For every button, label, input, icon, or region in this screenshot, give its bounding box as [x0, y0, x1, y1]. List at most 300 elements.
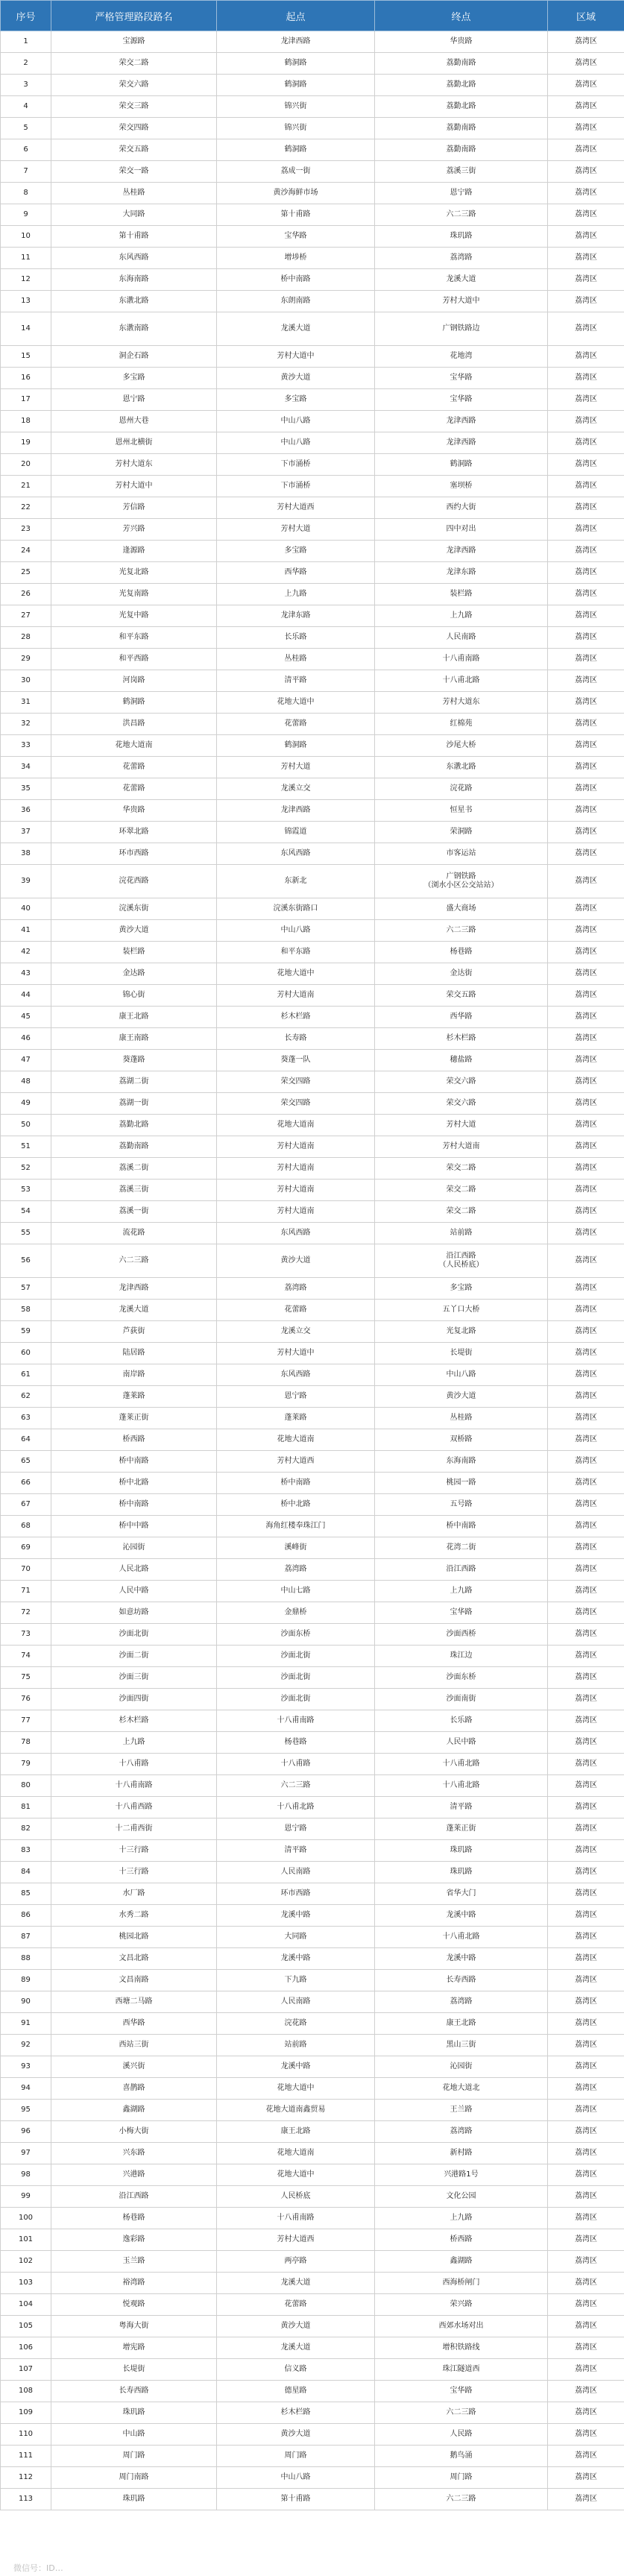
cell-area: 荔湾区: [548, 800, 624, 822]
cell-seq: 53: [1, 1180, 51, 1201]
cell-road: 荣交二路: [51, 53, 217, 75]
cell-road: 康王北路: [51, 1007, 217, 1028]
table-row: [1, 1244, 624, 1278]
table-row: [1, 1905, 624, 1927]
cell-start: 东新北: [217, 865, 375, 898]
cell-seq: 9: [1, 204, 51, 226]
cell-road: 荣交一路: [51, 161, 217, 183]
cell-start: 黄沙海鲜市场: [217, 183, 375, 204]
cell-end: 桥中南路: [375, 1516, 548, 1537]
cell-area: 荔湾区: [548, 1494, 624, 1516]
cell-road: 如意坊路: [51, 1602, 217, 1624]
table-row: [1, 183, 624, 204]
cell-road: 鑫湖路: [51, 2100, 217, 2121]
cell-seq: 42: [1, 942, 51, 963]
cell-area: 荔湾区: [548, 1646, 624, 1667]
header-end: 终点: [375, 1, 548, 31]
cell-start: 六二三路: [217, 1775, 375, 1797]
cell-start: 十八甫南路: [217, 1710, 375, 1732]
table-row: [1, 312, 624, 346]
cell-road: 十八甫南路: [51, 1775, 217, 1797]
table-row: [1, 269, 624, 291]
cell-end: 荣交二路: [375, 1180, 548, 1201]
cell-area: 荔湾区: [548, 226, 624, 248]
cell-seq: 95: [1, 2100, 51, 2121]
cell-seq: 105: [1, 2316, 51, 2337]
table-row: [1, 843, 624, 865]
cell-start: 花地大道南: [217, 2143, 375, 2164]
table-row: [1, 31, 624, 53]
table-row: [1, 2489, 624, 2510]
cell-road: 龙溪大道: [51, 1300, 217, 1321]
cell-seq: 98: [1, 2164, 51, 2186]
cell-area: 荔湾区: [548, 865, 624, 898]
cell-start: 荔湾路: [217, 1278, 375, 1300]
cell-road: 溪兴街: [51, 2056, 217, 2078]
cell-seq: 20: [1, 454, 51, 476]
cell-start: 龙津东路: [217, 605, 375, 627]
cell-road: 沙面三街: [51, 1667, 217, 1689]
table-row: [1, 1948, 624, 1970]
cell-seq: 82: [1, 1818, 51, 1840]
cell-seq: 38: [1, 843, 51, 865]
cell-end: 塞坝桥: [375, 476, 548, 497]
cell-end: 五号路: [375, 1494, 548, 1516]
table-row: [1, 2381, 624, 2402]
cell-road: 洞企石路: [51, 346, 217, 368]
cell-start: 葵蓬一队: [217, 1050, 375, 1071]
cell-end: 兴港路1号: [375, 2164, 548, 2186]
cell-end: 十八甫北路: [375, 1927, 548, 1948]
table-row: [1, 75, 624, 96]
cell-start: 杉木栏路: [217, 1007, 375, 1028]
cell-area: 荔湾区: [548, 1667, 624, 1689]
cell-seq: 5: [1, 118, 51, 139]
cell-area: 荔湾区: [548, 1775, 624, 1797]
table-row: [1, 898, 624, 920]
cell-area: 荔湾区: [548, 75, 624, 96]
cell-end: 西约大街: [375, 497, 548, 519]
cell-seq: 74: [1, 1646, 51, 1667]
table-row: [1, 1050, 624, 1071]
cell-road: 桥中北路: [51, 1473, 217, 1494]
cell-road: 荣交六路: [51, 75, 217, 96]
table-row: [1, 139, 624, 161]
table-row: [1, 584, 624, 605]
cell-area: 荔湾区: [548, 942, 624, 963]
cell-start: 中山八路: [217, 411, 375, 432]
cell-seq: 1: [1, 31, 51, 53]
cell-start: 龙溪中路: [217, 1948, 375, 1970]
table-row: [1, 1408, 624, 1429]
table-row: [1, 1927, 624, 1948]
cell-seq: 61: [1, 1364, 51, 1386]
table-row: [1, 692, 624, 714]
cell-end: 上九路: [375, 605, 548, 627]
cell-road: 荣交五路: [51, 139, 217, 161]
cell-end: 上九路: [375, 1581, 548, 1602]
cell-seq: 72: [1, 1602, 51, 1624]
cell-road: 龙津西路: [51, 1278, 217, 1300]
cell-area: 荔湾区: [548, 139, 624, 161]
cell-end: 金达街: [375, 963, 548, 985]
cell-start: 浣溪东街路口: [217, 898, 375, 920]
table-row: [1, 1991, 624, 2013]
table-row: [1, 2013, 624, 2035]
cell-end: 华贵路: [375, 31, 548, 53]
cell-area: 荔湾区: [548, 1115, 624, 1136]
cell-start: 东朗南路: [217, 291, 375, 312]
table-row: [1, 96, 624, 118]
cell-end: 六二三路: [375, 920, 548, 942]
cell-seq: 45: [1, 1007, 51, 1028]
table-row: [1, 1624, 624, 1646]
header-road: 严格管理路段路名: [51, 1, 217, 31]
cell-area: 荔湾区: [548, 1516, 624, 1537]
cell-end: 清平路: [375, 1797, 548, 1818]
cell-road: 逢源路: [51, 541, 217, 562]
table-row: [1, 2143, 624, 2164]
cell-end: 盛大商场: [375, 898, 548, 920]
cell-end: 红棉苑: [375, 714, 548, 735]
cell-end: 东海南路: [375, 1451, 548, 1473]
cell-start: 花蕾路: [217, 2294, 375, 2316]
cell-end: 珠玑路: [375, 1840, 548, 1862]
cell-seq: 44: [1, 985, 51, 1007]
cell-start: 龙溪中路: [217, 2056, 375, 2078]
table-row: [1, 1300, 624, 1321]
table-row: [1, 605, 624, 627]
cell-seq: 79: [1, 1754, 51, 1775]
cell-start: 荣交四路: [217, 1093, 375, 1115]
cell-area: 荔湾区: [548, 963, 624, 985]
table-row: [1, 541, 624, 562]
cell-seq: 113: [1, 2489, 51, 2510]
cell-road: 恩宁路: [51, 389, 217, 411]
cell-area: 荔湾区: [548, 1364, 624, 1386]
cell-start: 龙溪立交: [217, 1321, 375, 1343]
cell-start: 芳村大道西: [217, 1451, 375, 1473]
cell-end: 黄沙大道: [375, 1386, 548, 1408]
table-row: [1, 1071, 624, 1093]
cell-start: 芳村大道南: [217, 1201, 375, 1223]
cell-road: 芳兴路: [51, 519, 217, 541]
table-row: [1, 1646, 624, 1667]
cell-end: 沁园街: [375, 2056, 548, 2078]
cell-seq: 91: [1, 2013, 51, 2035]
cell-road: 水秀二路: [51, 1905, 217, 1927]
cell-road: 荔溪一街: [51, 1201, 217, 1223]
cell-area: 荔湾区: [548, 1862, 624, 1883]
cell-road: 六二三路: [51, 1244, 217, 1278]
cell-start: 花地大道南鑫贸易: [217, 2100, 375, 2121]
table-row: [1, 1028, 624, 1050]
cell-area: 荔湾区: [548, 1581, 624, 1602]
cell-area: 荔湾区: [548, 2359, 624, 2381]
cell-road: 东漖北路: [51, 291, 217, 312]
table-row: [1, 1775, 624, 1797]
table-row: [1, 161, 624, 183]
cell-end: 六二三路: [375, 2489, 548, 2510]
table-row: [1, 2164, 624, 2186]
cell-end: 站前路: [375, 1223, 548, 1244]
cell-start: 金鼎桥: [217, 1602, 375, 1624]
cell-area: 荔湾区: [548, 204, 624, 226]
cell-seq: 68: [1, 1516, 51, 1537]
cell-road: 珠玑路: [51, 2489, 217, 2510]
cell-area: 荔湾区: [548, 2078, 624, 2100]
cell-start: 杉木栏路: [217, 2402, 375, 2424]
cell-end: 新村路: [375, 2143, 548, 2164]
cell-road: 鹤洞路: [51, 692, 217, 714]
cell-end: 宝华路: [375, 389, 548, 411]
cell-start: 大同路: [217, 1927, 375, 1948]
cell-seq: 65: [1, 1451, 51, 1473]
cell-end: 装栏路: [375, 584, 548, 605]
cell-road: 荔溪二街: [51, 1158, 217, 1180]
cell-road: 和平东路: [51, 627, 217, 649]
cell-road: 丛桂路: [51, 183, 217, 204]
cell-seq: 66: [1, 1473, 51, 1494]
cell-end: 恩宁路: [375, 183, 548, 204]
cell-seq: 80: [1, 1775, 51, 1797]
cell-seq: 16: [1, 368, 51, 389]
cell-road: 兴东路: [51, 2143, 217, 2164]
cell-end: 荔勤北路: [375, 96, 548, 118]
cell-end: 桥西路: [375, 2229, 548, 2251]
cell-start: 东风西路: [217, 1364, 375, 1386]
cell-start: 海角红楼奉珠江门: [217, 1516, 375, 1537]
cell-seq: 33: [1, 735, 51, 757]
cell-road: 荔湖一街: [51, 1093, 217, 1115]
cell-start: 花地大道中: [217, 692, 375, 714]
cell-end: 蓬莱正街: [375, 1818, 548, 1840]
cell-road: 东风西路: [51, 248, 217, 269]
cell-seq: 28: [1, 627, 51, 649]
cell-end: 杉木栏路: [375, 1028, 548, 1050]
cell-area: 荔湾区: [548, 1883, 624, 1905]
table-row: [1, 2078, 624, 2100]
cell-end: 人民路: [375, 2424, 548, 2446]
cell-end: 光复北路: [375, 1321, 548, 1343]
cell-end: 丛桂路: [375, 1408, 548, 1429]
cell-start: 恩宁路: [217, 1386, 375, 1408]
cell-road: 沙面四街: [51, 1689, 217, 1710]
cell-end: 黑山三街: [375, 2035, 548, 2056]
table-row: [1, 1007, 624, 1028]
cell-area: 荔湾区: [548, 1537, 624, 1559]
cell-area: 荔湾区: [548, 1818, 624, 1840]
cell-end: 鹤洞路: [375, 454, 548, 476]
cell-road: 长寿西路: [51, 2381, 217, 2402]
cell-road: 环翠北路: [51, 822, 217, 843]
table-row: [1, 1602, 624, 1624]
cell-start: 鹤洞路: [217, 735, 375, 757]
table-row: [1, 2359, 624, 2381]
header-area: 区域: [548, 1, 624, 31]
cell-start: 沙面东桥: [217, 1624, 375, 1646]
cell-road: 第十甫路: [51, 226, 217, 248]
cell-area: 荔湾区: [548, 2294, 624, 2316]
cell-area: 荔湾区: [548, 1343, 624, 1364]
cell-seq: 43: [1, 963, 51, 985]
table-row: [1, 2229, 624, 2251]
cell-area: 荔湾区: [548, 1710, 624, 1732]
table-row: [1, 1180, 624, 1201]
cell-road: 杉木栏路: [51, 1710, 217, 1732]
table-row: [1, 1494, 624, 1516]
cell-road: 南岸路: [51, 1364, 217, 1386]
table-row: [1, 1451, 624, 1473]
cell-area: 荔湾区: [548, 1408, 624, 1429]
table-row: [1, 2056, 624, 2078]
cell-seq: 108: [1, 2381, 51, 2402]
cell-area: 荔湾区: [548, 735, 624, 757]
cell-start: 芳村大道: [217, 757, 375, 778]
cell-end: 花地大道北: [375, 2078, 548, 2100]
cell-start: 长寿路: [217, 1028, 375, 1050]
cell-area: 荔湾区: [548, 757, 624, 778]
cell-area: 荔湾区: [548, 1991, 624, 2013]
cell-area: 荔湾区: [548, 1007, 624, 1028]
cell-end: 四中对出: [375, 519, 548, 541]
cell-area: 荔湾区: [548, 1158, 624, 1180]
cell-start: 芳村大道南: [217, 985, 375, 1007]
cell-road: 玉兰路: [51, 2251, 217, 2273]
cell-road: 光复南路: [51, 584, 217, 605]
cell-area: 荔湾区: [548, 1948, 624, 1970]
cell-road: 十二甫西街: [51, 1818, 217, 1840]
cell-start: 芳村大道: [217, 519, 375, 541]
cell-start: 人民南路: [217, 1862, 375, 1883]
cell-end: 省华大门: [375, 1883, 548, 1905]
table-row: [1, 2294, 624, 2316]
cell-end: 中山八路: [375, 1364, 548, 1386]
cell-area: 荔湾区: [548, 1905, 624, 1927]
table-row: [1, 562, 624, 584]
cell-end: 宝华路: [375, 368, 548, 389]
cell-seq: 40: [1, 898, 51, 920]
cell-area: 荔湾区: [548, 411, 624, 432]
cell-start: 恩宁路: [217, 1818, 375, 1840]
cell-start: 花蕾路: [217, 714, 375, 735]
cell-end: 龙溪中路: [375, 1905, 548, 1927]
cell-area: 荔湾区: [548, 605, 624, 627]
cell-seq: 102: [1, 2251, 51, 2273]
cell-road: 华贵路: [51, 800, 217, 822]
table-row: [1, 2424, 624, 2446]
cell-start: 荔湾路: [217, 1559, 375, 1581]
cell-start: 中山八路: [217, 920, 375, 942]
cell-area: 荔湾区: [548, 53, 624, 75]
table-row: [1, 389, 624, 411]
cell-seq: 48: [1, 1071, 51, 1093]
cell-start: 多宝路: [217, 389, 375, 411]
table-row: [1, 649, 624, 670]
cell-start: 长乐路: [217, 627, 375, 649]
table-row: [1, 2316, 624, 2337]
table-row: [1, 1732, 624, 1754]
cell-area: 荔湾区: [548, 118, 624, 139]
table-body: [1, 31, 624, 2510]
cell-area: 荔湾区: [548, 519, 624, 541]
cell-end: 花湾二街: [375, 1537, 548, 1559]
cell-seq: 32: [1, 714, 51, 735]
cell-start: 龙津西路: [217, 31, 375, 53]
table-row: [1, 778, 624, 800]
cell-start: 芳村大道西: [217, 497, 375, 519]
cell-start: 第十甫路: [217, 204, 375, 226]
cell-area: 荔湾区: [548, 1473, 624, 1494]
cell-seq: 112: [1, 2467, 51, 2489]
cell-road: 芳村大道中: [51, 476, 217, 497]
table-row: [1, 226, 624, 248]
cell-seq: 6: [1, 139, 51, 161]
cell-end: 人民中路: [375, 1732, 548, 1754]
cell-road: 桥中南路: [51, 1494, 217, 1516]
cell-area: 荔湾区: [548, 985, 624, 1007]
cell-start: 龙溪中路: [217, 1905, 375, 1927]
cell-start: 宝华路: [217, 226, 375, 248]
cell-area: 荔湾区: [548, 627, 624, 649]
cell-area: 荔湾区: [548, 1970, 624, 1991]
cell-start: 下九路: [217, 1970, 375, 1991]
cell-start: 德星路: [217, 2381, 375, 2402]
cell-start: 十八甫南路: [217, 2208, 375, 2229]
cell-road: 西站三街: [51, 2035, 217, 2056]
cell-end: 荔勤南路: [375, 53, 548, 75]
cell-end: 荣洞路: [375, 822, 548, 843]
cell-road: 逸彩路: [51, 2229, 217, 2251]
cell-end: 沿江西路: [375, 1559, 548, 1581]
cell-area: 荔湾区: [548, 1050, 624, 1071]
cell-start: 鹤洞路: [217, 75, 375, 96]
table-row: [1, 204, 624, 226]
cell-end: 珠江边: [375, 1646, 548, 1667]
cell-start: 花地大道中: [217, 2164, 375, 2186]
cell-area: 荔湾区: [548, 161, 624, 183]
cell-area: 荔湾区: [548, 1071, 624, 1093]
cell-road: 蓬莱路: [51, 1386, 217, 1408]
table-row: [1, 942, 624, 963]
cell-end: 荣交五路: [375, 985, 548, 1007]
cell-start: 中山八路: [217, 2467, 375, 2489]
cell-end: 珠玑路: [375, 1862, 548, 1883]
cell-start: 芳村大道南: [217, 1136, 375, 1158]
cell-start: 蓬莱路: [217, 1408, 375, 1429]
cell-end: 西郊水场对出: [375, 2316, 548, 2337]
cell-road: 装栏路: [51, 942, 217, 963]
cell-seq: 58: [1, 1300, 51, 1321]
cell-seq: 4: [1, 96, 51, 118]
table-row: [1, 2273, 624, 2294]
cell-road: 康王南路: [51, 1028, 217, 1050]
cell-seq: 50: [1, 1115, 51, 1136]
cell-seq: 103: [1, 2273, 51, 2294]
cell-road: 中山路: [51, 2424, 217, 2446]
table-row: [1, 1278, 624, 1300]
cell-area: 荔湾区: [548, 368, 624, 389]
cell-end: 人民南路: [375, 627, 548, 649]
cell-start: 龙溪立交: [217, 778, 375, 800]
cell-area: 荔湾区: [548, 670, 624, 692]
cell-area: 荔湾区: [548, 291, 624, 312]
cell-area: 荔湾区: [548, 1732, 624, 1754]
cell-start: 花地大道南: [217, 1115, 375, 1136]
cell-road: 河岗路: [51, 670, 217, 692]
cell-end: 广钢铁路边: [375, 312, 548, 346]
cell-end: 双桥路: [375, 1429, 548, 1451]
